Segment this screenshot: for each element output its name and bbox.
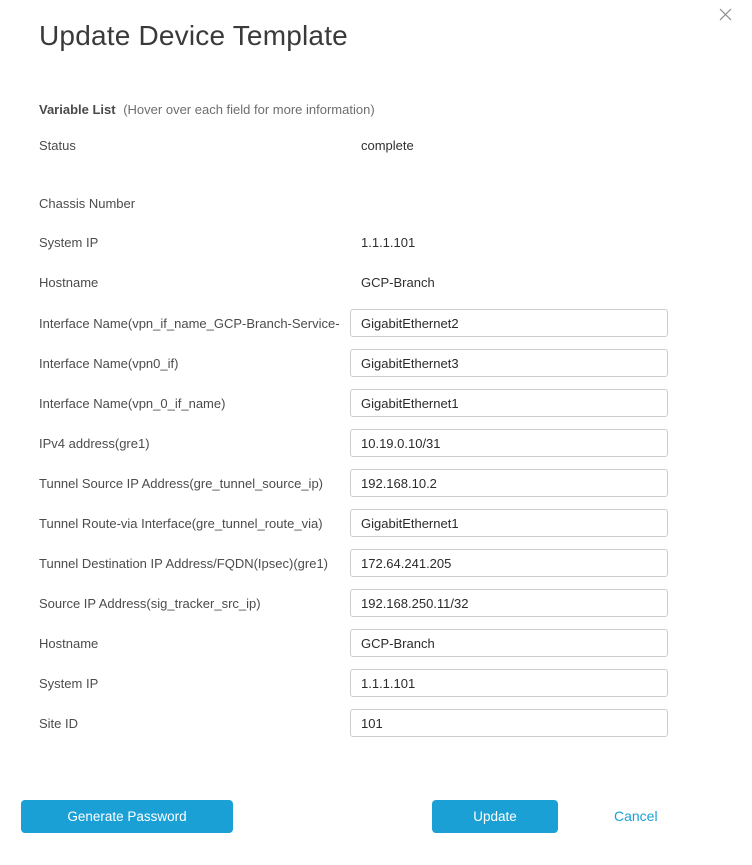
field-input[interactable]	[350, 509, 668, 537]
field-input[interactable]	[350, 429, 668, 457]
field-label: Site ID	[39, 715, 79, 731]
field-input[interactable]	[350, 469, 668, 497]
field-value: 1.1.1.101	[361, 235, 416, 250]
field-input[interactable]	[350, 389, 668, 417]
field-input[interactable]	[350, 549, 668, 577]
field-value	[350, 197, 361, 211]
field-input[interactable]	[350, 309, 668, 337]
update-button[interactable]: Update	[432, 800, 558, 833]
variable-row-editable	[39, 509, 668, 537]
field-input[interactable]	[350, 709, 668, 737]
variable-row-editable	[39, 629, 668, 657]
variable-row-static	[39, 139, 668, 153]
field-value: complete	[361, 138, 414, 153]
field-input[interactable]	[350, 669, 668, 697]
cancel-button[interactable]: Cancel	[614, 808, 658, 824]
field-label: Interface Name(vpn_0_if_name)	[39, 395, 226, 411]
dialog-footer	[0, 800, 752, 834]
variable-row-static	[39, 276, 668, 290]
variable-row-editable	[39, 309, 668, 337]
variable-row-editable	[39, 389, 668, 417]
field-label: Source IP Address(sig_tracker_src_ip)	[39, 595, 261, 611]
field-input[interactable]	[350, 349, 668, 377]
field-label: Hostname	[39, 635, 99, 651]
close-icon[interactable]	[716, 5, 734, 23]
field-input[interactable]	[350, 589, 668, 617]
variable-row-editable	[39, 709, 668, 737]
variable-list-heading	[39, 102, 375, 117]
variable-row-editable	[39, 669, 668, 697]
variable-row-static	[39, 236, 668, 250]
field-label: System IP	[39, 675, 99, 691]
section-title: Variable List	[39, 102, 116, 117]
variable-row-static	[39, 197, 668, 211]
field-input[interactable]	[350, 629, 668, 657]
field-label: Hostname	[39, 276, 99, 290]
variable-rows	[39, 139, 668, 749]
dialog-title: Update Device Template	[39, 20, 348, 51]
static-rows	[39, 139, 668, 290]
field-label: Interface Name(vpn_if_name_GCP-Branch-Service-	[39, 315, 340, 331]
field-label: Tunnel Destination IP Address/FQDN(Ipsec)(gre1)	[39, 555, 329, 571]
close-icon-glyph	[718, 7, 733, 22]
field-label: Status	[39, 139, 76, 153]
field-value: GCP-Branch	[361, 275, 435, 290]
variable-row-editable	[39, 549, 668, 577]
variable-row-editable	[39, 469, 668, 497]
variable-row-editable	[39, 589, 668, 617]
field-label: Interface Name(vpn0_if)	[39, 355, 179, 371]
generate-password-button[interactable]: Generate Password	[21, 800, 233, 833]
variable-row-editable	[39, 429, 668, 457]
field-label: Tunnel Route-via Interface(gre_tunnel_route_via)	[39, 515, 323, 531]
section-hint: (Hover over each field for more information)	[123, 102, 375, 117]
variable-row-editable	[39, 349, 668, 377]
input-rows	[39, 309, 668, 737]
field-label: Chassis Number	[39, 197, 136, 211]
field-label: System IP	[39, 236, 99, 250]
field-label: IPv4 address(gre1)	[39, 435, 150, 451]
field-label: Tunnel Source IP Address(gre_tunnel_source_ip)	[39, 475, 324, 491]
